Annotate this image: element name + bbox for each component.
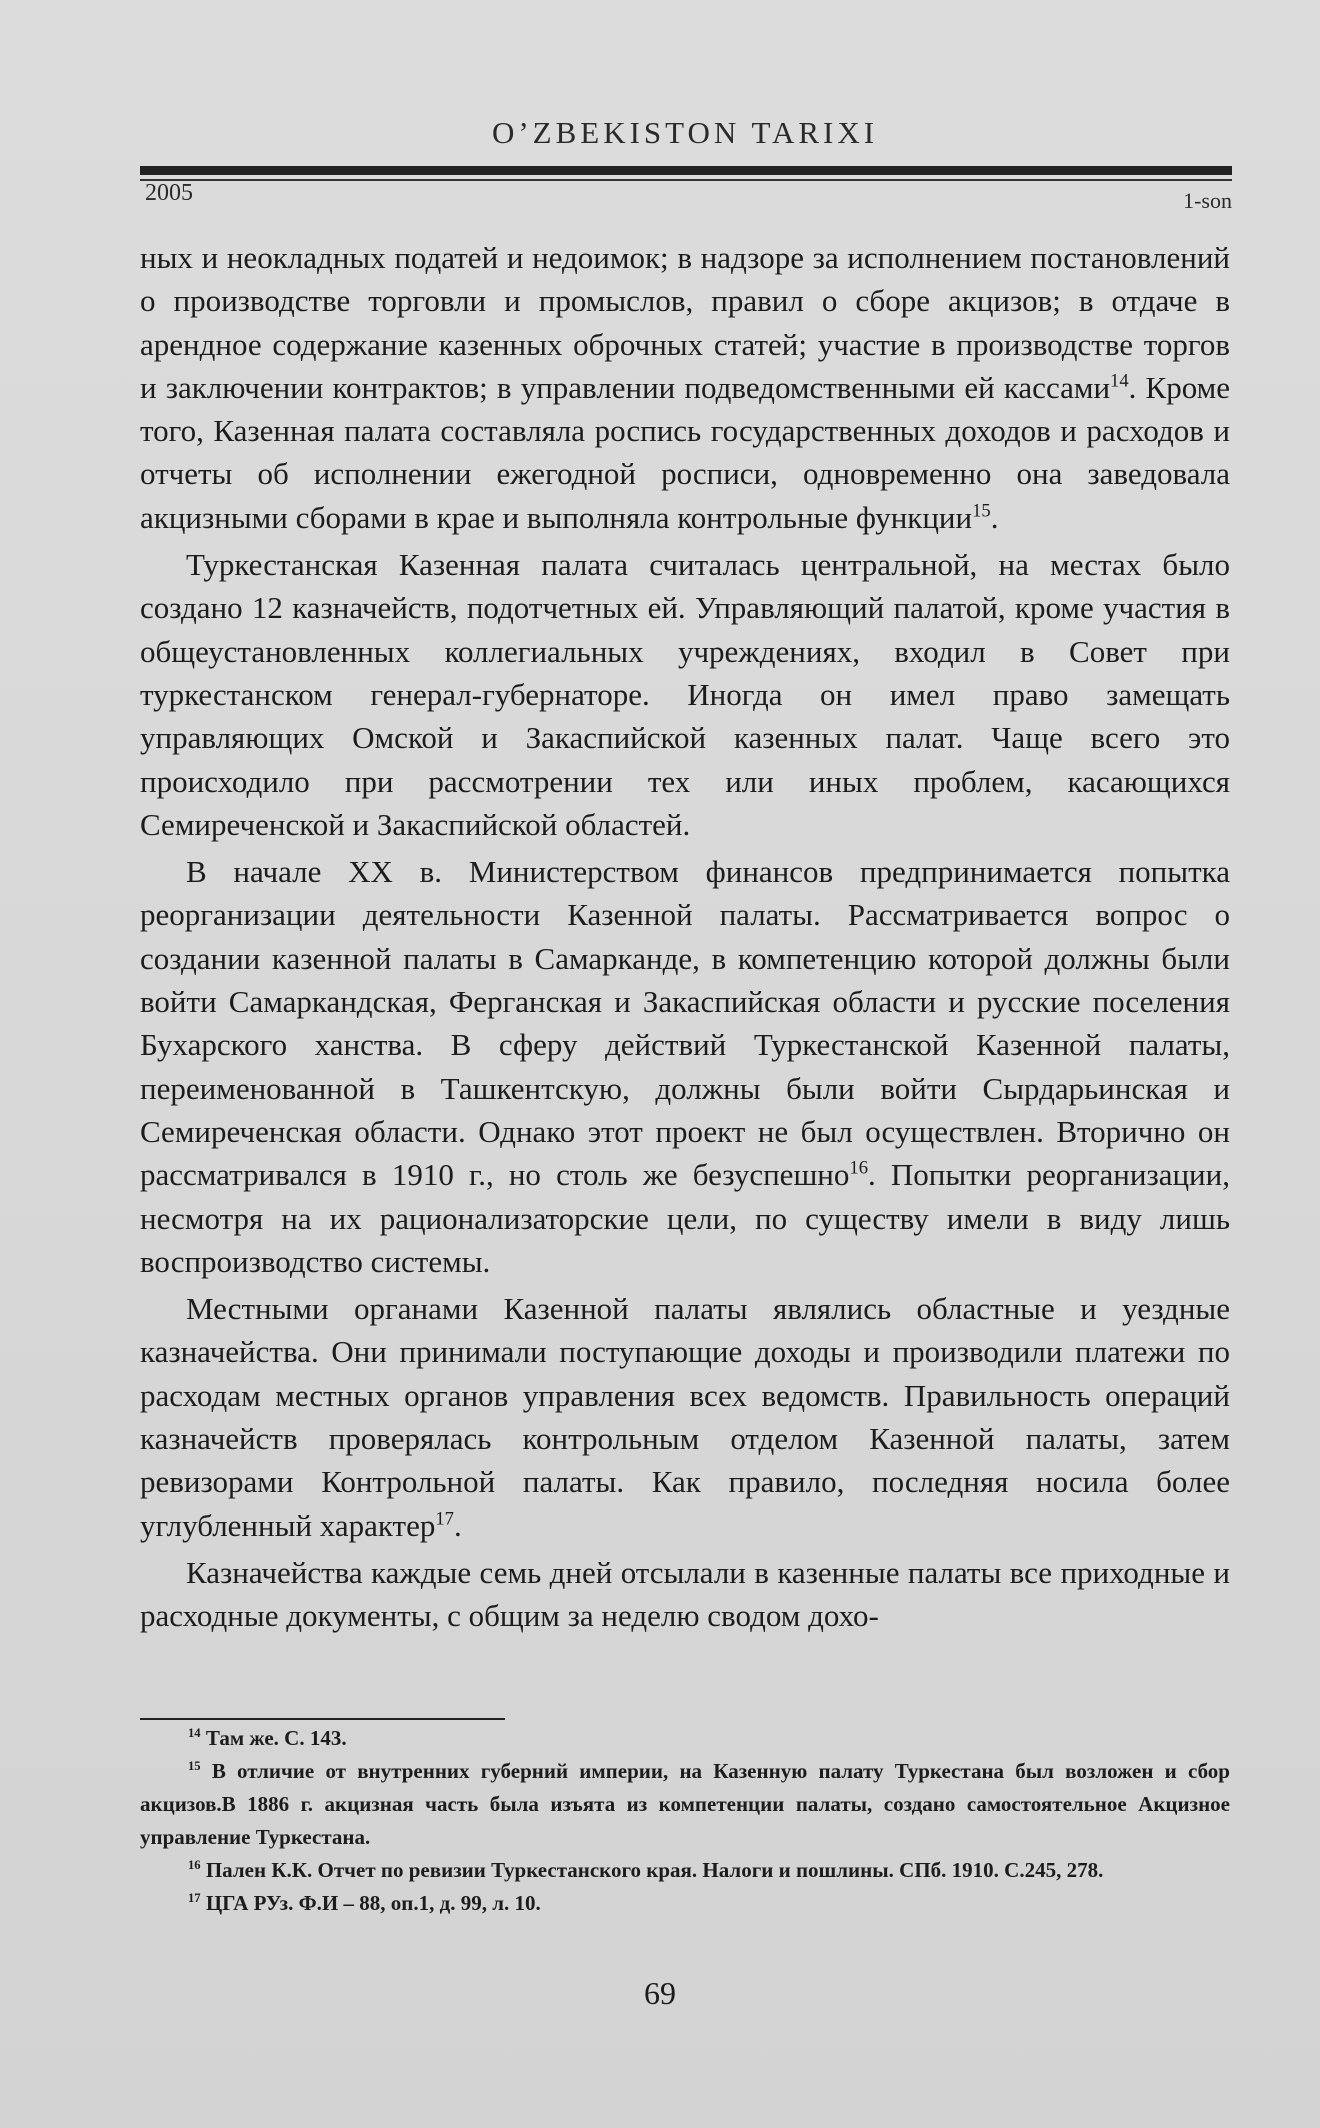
paragraph: В начале XX в. Министерством финансов предпринимается попытка реорганизации деятельности Казенной палаты. Рассматривается вопрос о создании казенной палаты в Самарканде, в компетенцию которой должны были войти Самаркандская, Ферганская и Закаспийская области и русские поселения Бухарского ханства. В сферу действий Туркестанской Казенной палаты, переименованной в Ташкентскую, должны были войти Сырдарьинская и Семиреченская области. Однако этот проект не был осуществлен. Вторично он рассматривался в 1910 г., но столь же безуспешно$^{16}$. Попытки реорганизации, несмотря на их рационализаторские цели, по существу имели в виду лишь воспроизводство системы. xyxy=(140,854,1230,1279)
footnotes xyxy=(140,1722,1230,1920)
page-number: 69 xyxy=(644,1975,676,2011)
issue-number: 1-son xyxy=(1183,188,1232,213)
running-header-title: O’ZBEKISTON TARIXI xyxy=(491,115,879,150)
footnote: $^{15}$ В отличие от внутренних губерний империи, на Казенную палату Туркестана был возложен и сбор акцизов.В 1886 г. акцизная часть была изъята из компетенции палаты, создано самостоятельное Акцизное управление Туркестана. xyxy=(140,1759,1230,1849)
paragraph: Местными органами Казенной палаты являлись областные и уездные казначейства. Они принимали поступающие доходы и производили платежи по расходам местных органов управления всех ведомств. Правильность операций казначейств проверялась контрольным отделом Казенной палаты, затем ревизорами Контрольной палаты. Как правило, последняя носила более углубленный характер$^{17}$. xyxy=(140,1291,1230,1543)
footnote-ref: 17 xyxy=(435,1508,454,1530)
footnote: $^{16}$ Пален К.К. Отчет по ревизии Туркестанского края. Налоги и пошлины. СПб. 1910. С.245, 278. xyxy=(188,1858,1104,1882)
footnote-number: 17 xyxy=(188,1891,201,1905)
paragraph: Казначейства каждые семь дней отсылали в казенные палаты все приходные и расходные документы, с общим за неделю сводом дохо- xyxy=(140,1554,1230,1634)
footnote-ref: 16 xyxy=(849,1157,868,1179)
issue-year: 2005 xyxy=(145,180,193,206)
footnote-ref: 15 xyxy=(972,500,991,522)
footnote-number: 14 xyxy=(188,1726,201,1740)
header-rule-thin xyxy=(140,179,1232,181)
footnote-number: 16 xyxy=(188,1858,201,1872)
article-body xyxy=(140,236,1230,1638)
footnote-ref: 14 xyxy=(1110,370,1129,392)
footnote: $^{14}$ Там же. С. 143. xyxy=(188,1726,347,1750)
header-rule-thick xyxy=(140,166,1232,175)
footnote: $^{17}$ ЦГА РУз. Ф.И – 88, оп.1, д. 99, л. 10. xyxy=(188,1891,541,1915)
paragraph: Туркестанская Казенная палата считалась центральной, на местах было создано 12 казначейств, подотчетных ей. Управляющий палатой, кроме участия в общеустановленных коллегиальных учреждениях, входил в Совет при туркестанском генерал-губернаторе. Иногда он имел право замещать управляющих Омской и Закаспийской казенных палат. Чаще всего это происходило при рассмотрении тех или иных проблем, касающихся Семиреченской и Закаспийской областей. xyxy=(140,547,1230,842)
paragraph: ных и неокладных податей и недоимок; в надзоре за исполнением постановлений о производстве торговли и промыслов, правил о сборе акцизов; в отдаче в арендное содержание казенных оброчных статей; участие в производстве торгов и заключении контрактов; в управлении подведомственными ей кассами$^{14}$. Кроме того, Казенная палата составляла роспись государственных доходов и расходов и отчеты об исполнении ежегодной росписи, одновременно она заведовала акцизными сборами в крае и выполняла контрольные функции$^{15}$. xyxy=(140,240,1230,535)
footnote-number: 15 xyxy=(188,1759,201,1773)
footnote-separator xyxy=(140,1718,505,1720)
